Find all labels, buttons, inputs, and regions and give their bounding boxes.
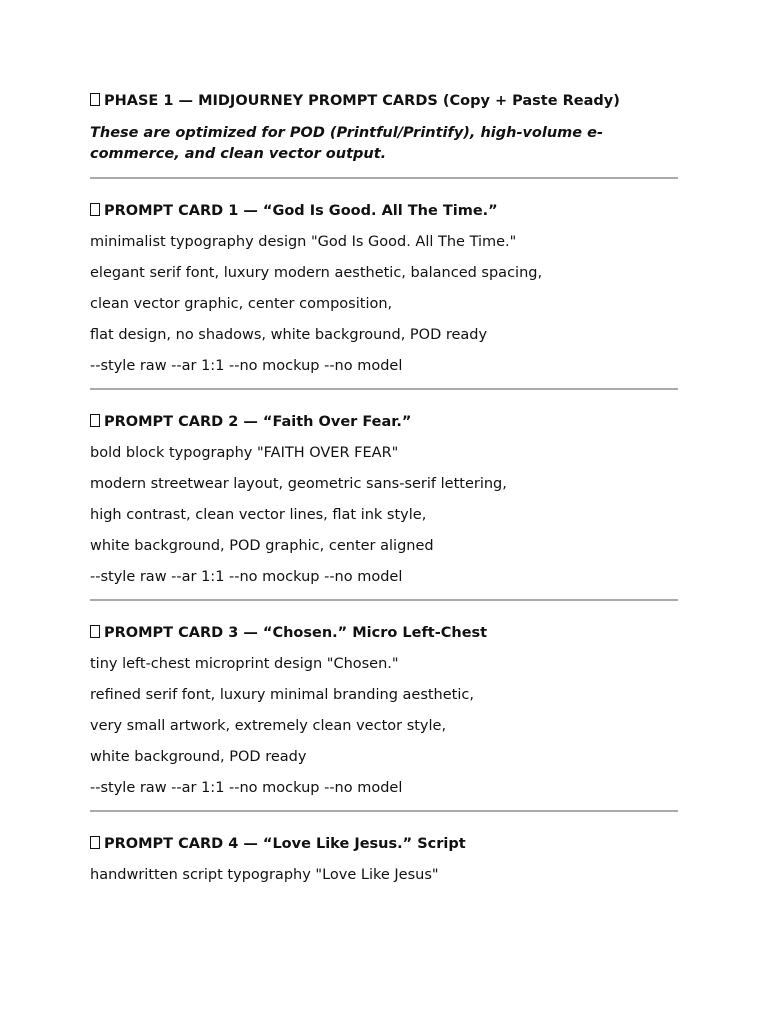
prompt-card-4 xyxy=(90,812,678,885)
box-glyph-icon xyxy=(90,93,100,106)
prompt-card-title xyxy=(90,623,678,643)
prompt-text-block xyxy=(90,865,678,885)
prompt-card-title-text: PROMPT CARD 3 — “Chosen.” Micro Left-Chest xyxy=(104,625,488,641)
prompt-card-title xyxy=(90,201,678,221)
prompt-line: bold block typography "FAITH OVER FEAR" xyxy=(90,445,399,461)
prompt-card-title xyxy=(90,412,678,432)
prompt-text-block xyxy=(90,232,678,376)
prompt-card-title-text: PROMPT CARD 2 — “Faith Over Fear.” xyxy=(104,414,412,430)
prompt-card-title xyxy=(90,834,678,854)
prompt-line: modern streetwear layout, geometric sans-serif lettering, xyxy=(90,476,507,492)
box-glyph-icon xyxy=(90,625,100,638)
prompt-card-title-text: PROMPT CARD 4 — “Love Like Jesus.” Script xyxy=(104,836,466,852)
box-glyph-icon xyxy=(90,414,100,427)
prompt-line: handwritten script typography "Love Like Jesus" xyxy=(90,867,439,883)
prompt-line: refined serif font, luxury minimal branding aesthetic, xyxy=(90,687,474,703)
box-glyph-icon xyxy=(90,203,100,216)
intro-paragraph: These are optimized for POD (Printful/Printify), high-volume e-commerce, and clean vector output. xyxy=(90,125,604,162)
prompt-card-title-text: PROMPT CARD 1 — “God Is Good. All The Time.” xyxy=(104,203,498,219)
box-glyph-icon xyxy=(90,836,100,849)
prompt-line: tiny left-chest microprint design "Chosen." xyxy=(90,656,399,672)
prompt-card-list xyxy=(90,179,678,885)
prompt-line: very small artwork, extremely clean vector style, xyxy=(90,718,447,734)
document-page xyxy=(90,91,678,885)
prompt-line: flat design, no shadows, white background, POD ready xyxy=(90,327,488,343)
prompt-card-1 xyxy=(90,179,678,390)
prompt-line: --style raw --ar 1:1 --no mockup --no model xyxy=(90,780,403,796)
prompt-card-2 xyxy=(90,390,678,601)
prompt-line: high contrast, clean vector lines, flat ink style, xyxy=(90,507,427,523)
prompt-line: elegant serif font, luxury modern aesthetic, balanced spacing, xyxy=(90,265,543,281)
prompt-line: --style raw --ar 1:1 --no mockup --no model xyxy=(90,569,403,585)
prompt-line: clean vector graphic, center composition, xyxy=(90,296,393,312)
prompt-card-3 xyxy=(90,601,678,812)
prompt-line: white background, POD graphic, center aligned xyxy=(90,538,434,554)
page-heading-text: PHASE 1 — MIDJOURNEY PROMPT CARDS (Copy + Paste Ready) xyxy=(104,93,620,109)
prompt-text-block xyxy=(90,654,678,798)
page-heading xyxy=(90,91,678,111)
prompt-text-block xyxy=(90,443,678,587)
prompt-line: white background, POD ready xyxy=(90,749,307,765)
prompt-line: --style raw --ar 1:1 --no mockup --no model xyxy=(90,358,403,374)
prompt-line: minimalist typography design "God Is Good. All The Time." xyxy=(90,234,517,250)
